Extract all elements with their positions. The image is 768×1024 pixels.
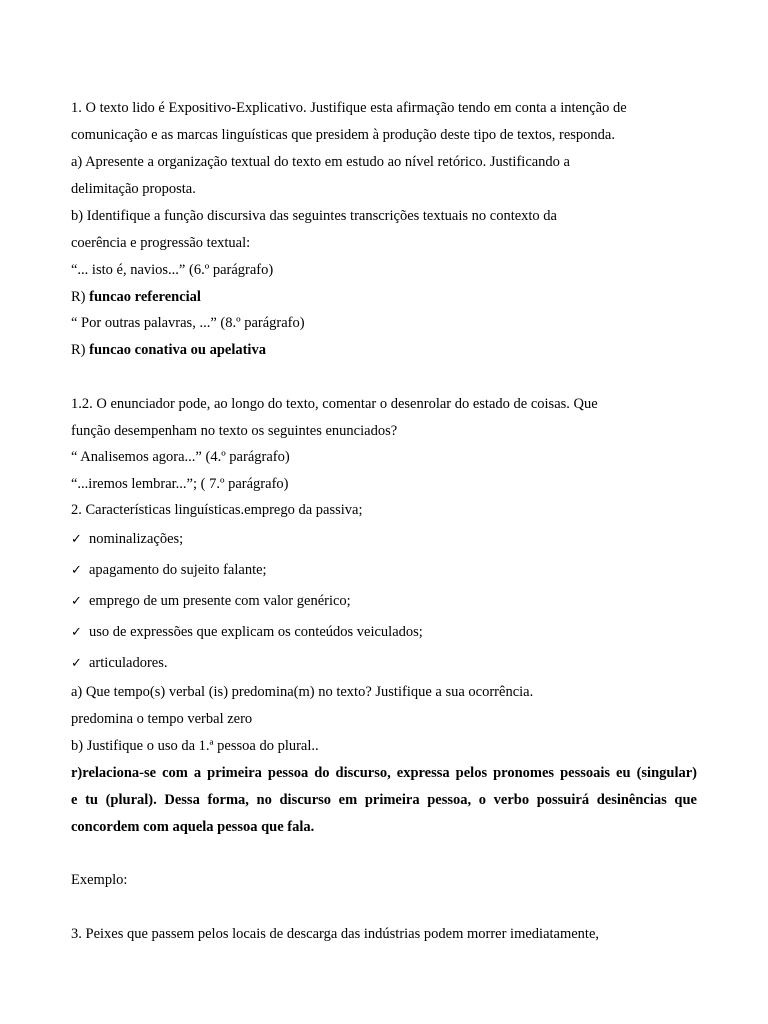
question-1-2-line-2: função desempenham no texto os seguintes enunciados? <box>71 423 398 439</box>
list-item <box>71 623 423 642</box>
quote-3: “ Analisemos agora...” (4.º parágrafo) <box>71 449 290 465</box>
question-1b-line-2: coerência e progressão textual: <box>71 235 251 251</box>
checkmark-icon: ✓ <box>71 532 82 547</box>
answer-2-prefix: R) <box>71 342 90 358</box>
list-item-text: apagamento do sujeito falante; <box>89 562 267 578</box>
list-item-text: articuladores. <box>89 655 168 671</box>
answer-1 <box>71 288 201 306</box>
question-2b: b) Justifique o uso da 1.ª pessoa do plural.. <box>71 738 319 754</box>
checkmark-icon: ✓ <box>71 625 82 640</box>
question-1a-line-1: a) Apresente a organização textual do texto em estudo ao nível retórico. Justificando a <box>71 154 570 170</box>
quote-4: “...iremos lembrar...”; ( 7.º parágrafo) <box>71 476 289 492</box>
list-item <box>71 561 267 580</box>
question-3-line-1: 3. Peixes que passem pelos locais de descarga das indústrias podem morrer imediatamente, <box>71 926 600 942</box>
list-item-text: emprego de um presente com valor genérico; <box>89 593 351 609</box>
list-item-text: nominalizações; <box>89 531 184 547</box>
answer-2b-line-1: r)relaciona-se com a primeira pessoa do discurso, expressa pelos pronomes pessoais eu (singular) <box>71 765 697 781</box>
question-1-line-1: 1. O texto lido é Expositivo-Explicativo. Justifique esta afirmação tendo em conta a intenção de <box>71 100 627 116</box>
quote-1: “... isto é, navios...” (6.º parágrafo) <box>71 262 274 278</box>
checkmark-icon: ✓ <box>71 563 82 578</box>
question-1-2-line-1: 1.2. O enunciador pode, ao longo do texto, comentar o desenrolar do estado de coisas. Que <box>71 396 598 412</box>
quote-2: “ Por outras palavras, ...” (8.º parágrafo) <box>71 315 305 331</box>
answer-2-text: funcao conativa ou apelativa <box>89 342 266 358</box>
answer-2b-line-3: concordem com aquela pessoa que fala. <box>71 819 315 835</box>
checkmark-icon: ✓ <box>71 656 82 671</box>
answer-2b-line-2: e tu (plural). Dessa forma, no discurso em primeira pessoa, o verbo possuirá desinências que <box>71 792 697 808</box>
list-item <box>71 654 168 673</box>
list-item <box>71 592 351 611</box>
question-2-heading: 2. Características linguísticas.emprego da passiva; <box>71 502 363 518</box>
answer-1-prefix: R) <box>71 289 90 305</box>
answer-1-text: funcao referencial <box>89 289 201 305</box>
list-item <box>71 530 183 549</box>
question-2a: a) Que tempo(s) verbal (is) predomina(m) no texto? Justifique a sua ocorrência. <box>71 684 534 700</box>
checkmark-icon: ✓ <box>71 594 82 609</box>
answer-2 <box>71 341 266 359</box>
list-item-text: uso de expressões que explicam os conteúdos veiculados; <box>89 624 423 640</box>
question-1b-line-1: b) Identifique a função discursiva das seguintes transcrições textuais no contexto da <box>71 208 557 224</box>
question-1-line-2: comunicação e as marcas linguísticas que presidem à produção deste tipo de textos, responda. <box>71 127 615 143</box>
answer-2a: predomina o tempo verbal zero <box>71 711 253 727</box>
example-label: Exemplo: <box>71 872 128 888</box>
question-1a-line-2: delimitação proposta. <box>71 181 196 197</box>
